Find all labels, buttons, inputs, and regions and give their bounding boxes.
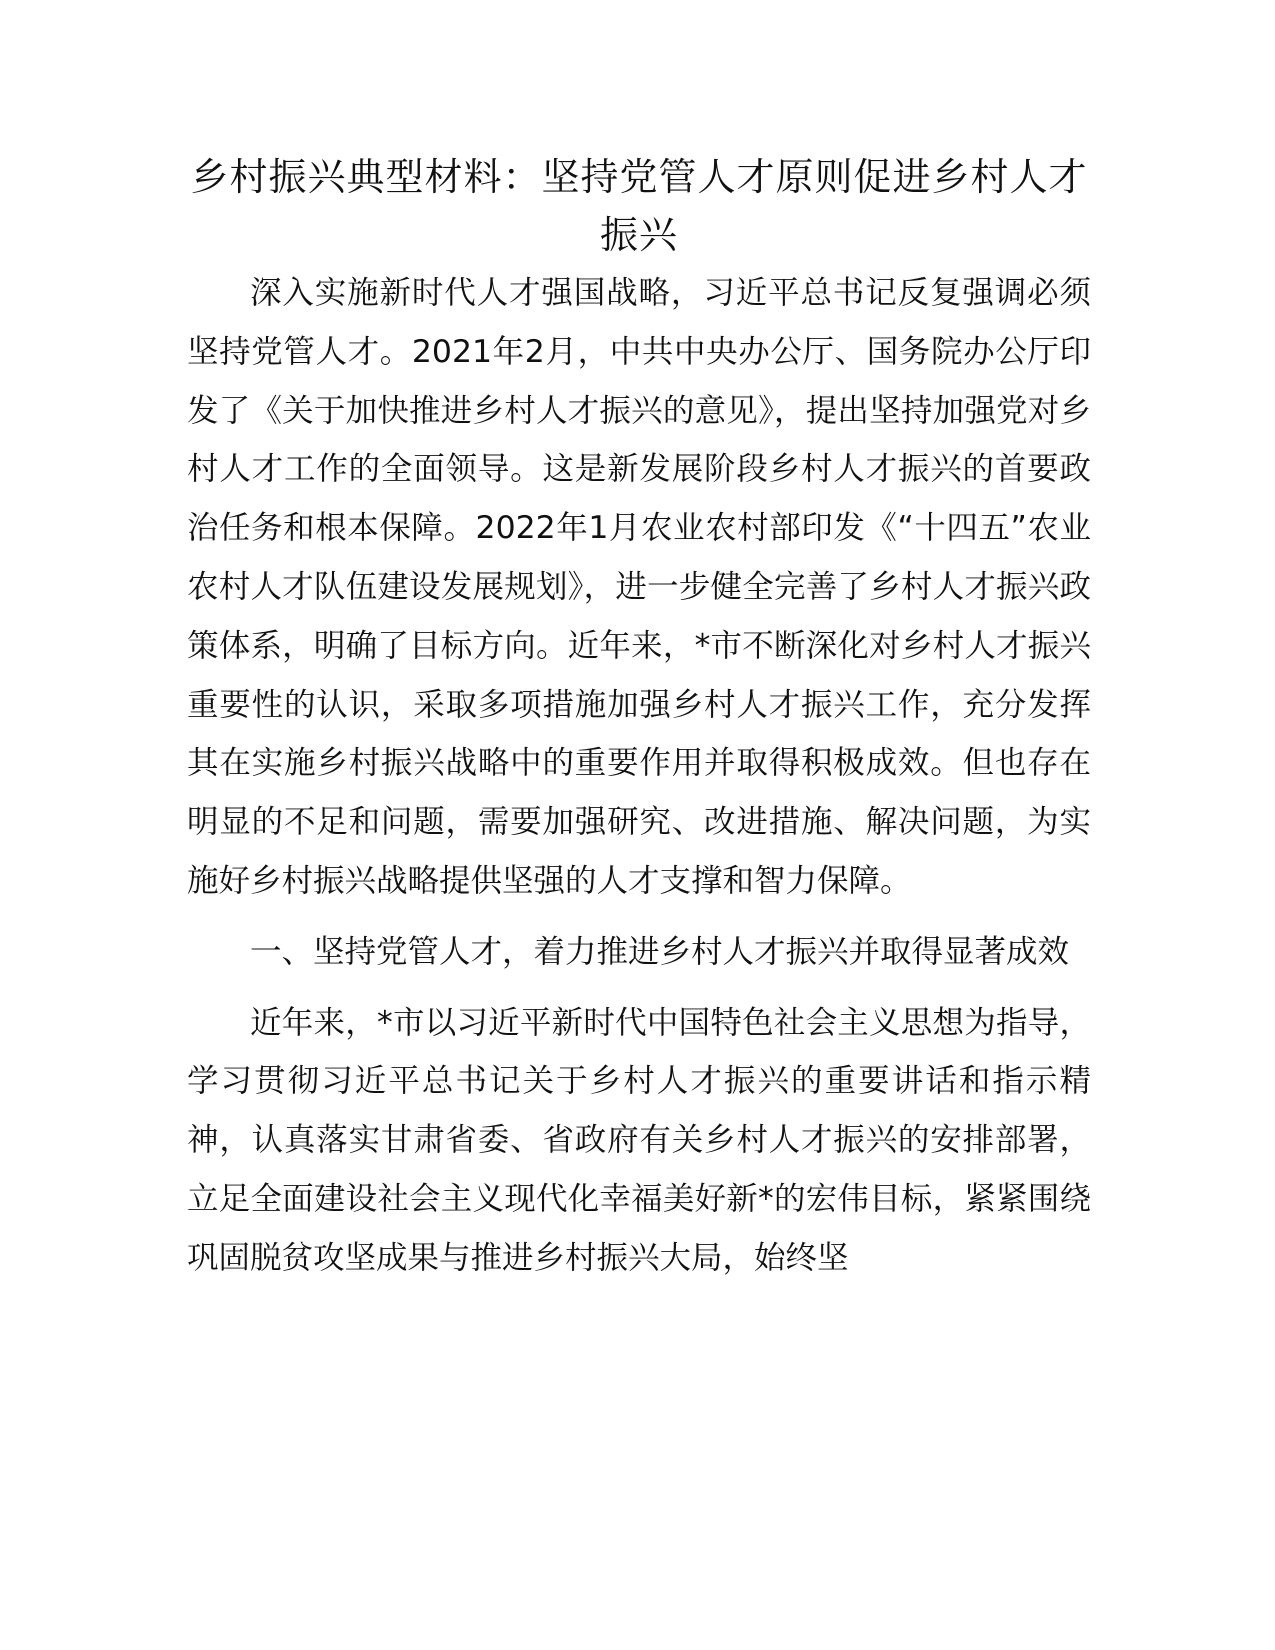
intro-paragraph: 深入实施新时代人才强国战略，习近平总书记反复强调必须坚持党管人才。2021年2月，中共中央办公厅、国务院办公厅印发了《关于加快推进乡村人才振兴的意见》，提出坚持加强党对乡村人才工作的全面领导。这是新发展阶段乡村人才振兴的首要政治任务和根本保障。2022年1月农业农村部印发《“十四五”农业农村人才队伍建设发展规划》，进一步健全完善了乡村人才振兴政策体系，明确了目标方向。近年来，*市不断深化对乡村人才振兴重要性的认识，采取多项措施加强乡村人才振兴工作，充分发挥其在实施乡村振兴战略中的重要作用并取得积极成效。但也存在明显的不足和问题，需要加强研究、改进措施、解决问题，为实施好乡村振兴战略提供坚强的人才支撑和智力保障。 [187,275,1091,899]
section-paragraph: 近年来，*市以习近平新时代中国特色社会主义思想为指导，学习贯彻习近平总书记关于乡村人才振兴的重要讲话和指示精神，认真落实甘肃省委、省政府有关乡村人才振兴的安排部署，立足全面建设社会主义现代化幸福美好新*的宏伟目标，紧紧围绕巩固脱贫攻坚成果与推进乡村振兴大局，始终坚 [187,1004,1091,1276]
document-page [187,148,1091,1288]
section-heading: 一、坚持党管人才，着力推进乡村人才振兴并取得显著成效 [250,933,1070,970]
document-title: 乡村振兴典型材料：坚持党管人才原则促进乡村人才振兴 [190,155,1088,257]
